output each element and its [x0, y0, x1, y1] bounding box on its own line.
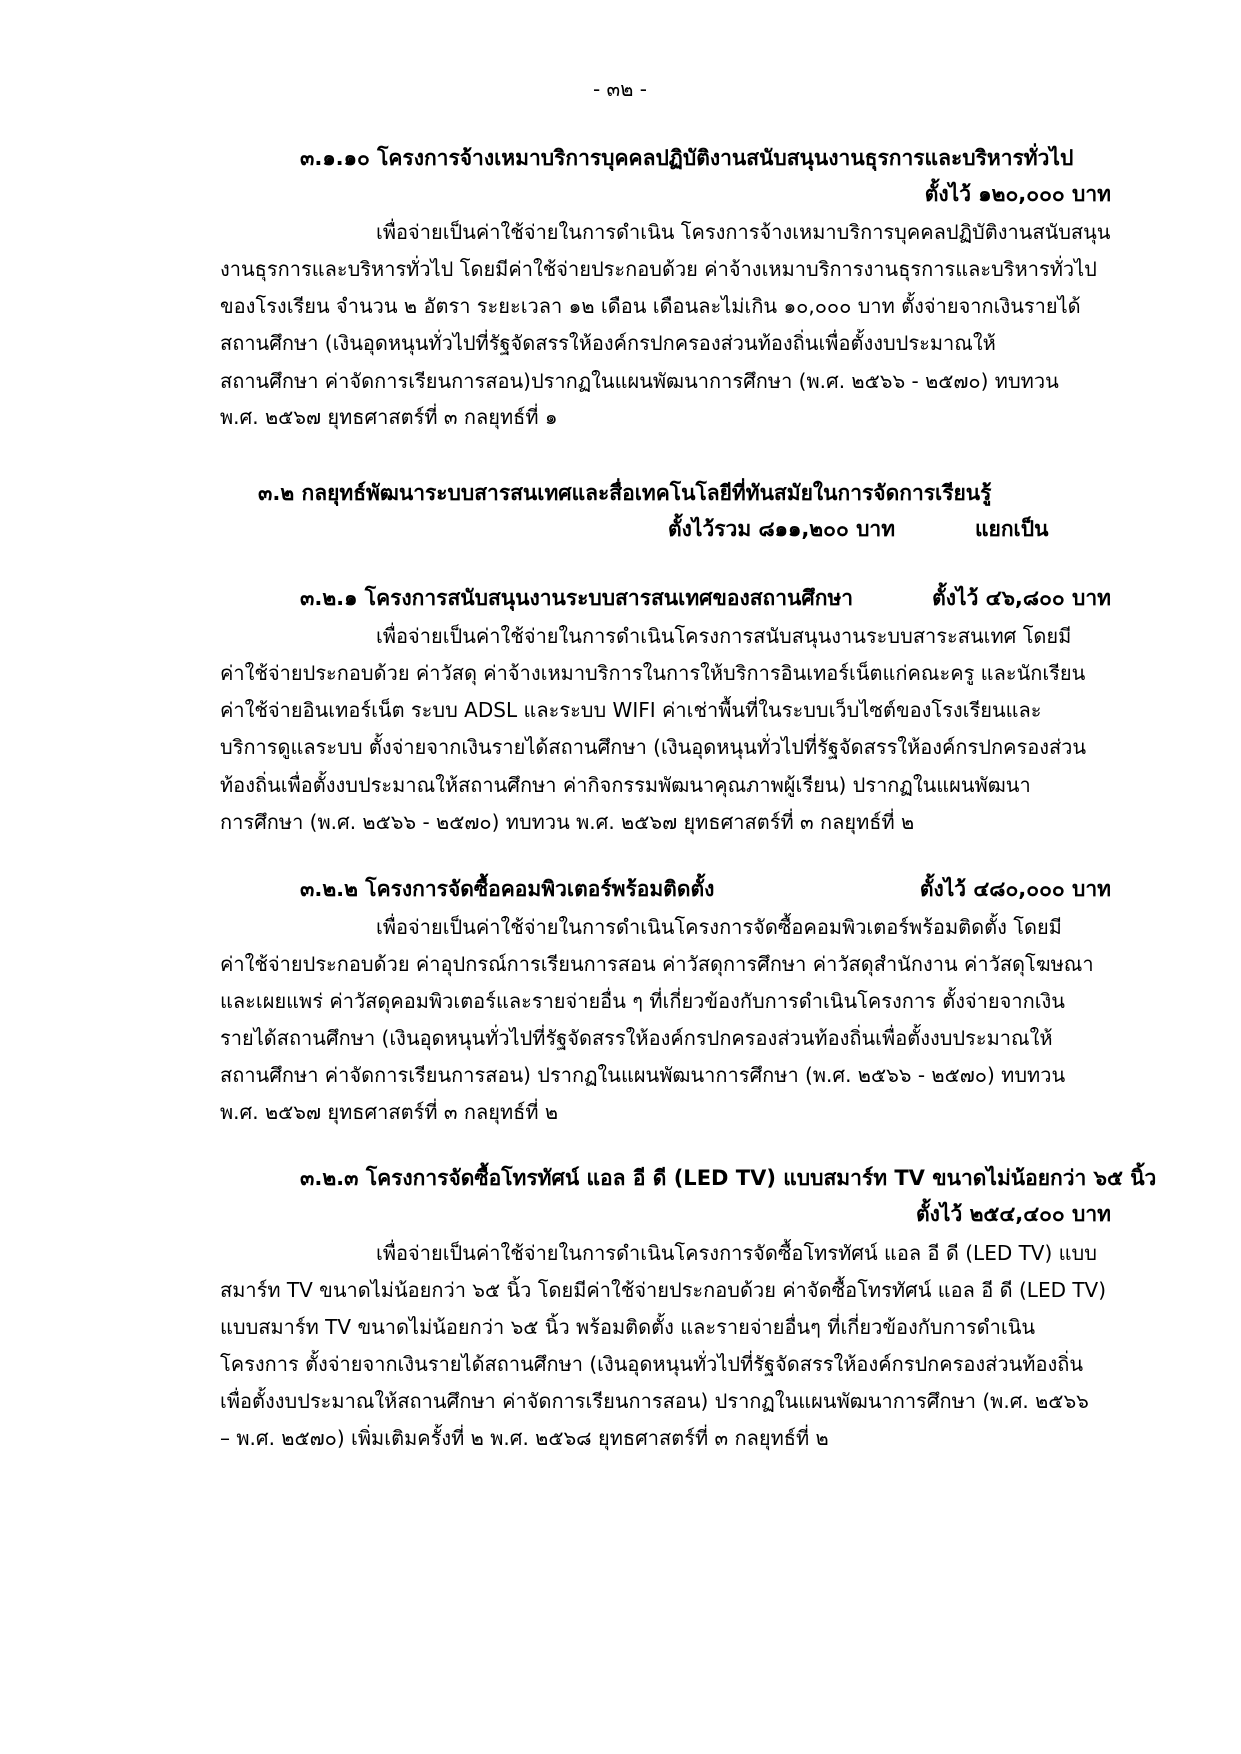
paragraph-line: รายได้สถานศึกษา (เงินอุดหนุนทั่วไปที่รัฐจัดสรรให้องค์กรปกครองส่วนท้องถิ่นเพื่อตั้งงบประมาณให้ — [220, 1026, 1053, 1050]
paragraph-line: งานธุรการและบริหารทั่วไป โดยมีค่าใช้จ่ายประกอบด้วย ค่าจ้างเหมาบริการงานธุรการและบริหารทั่วไป — [220, 257, 1097, 281]
budget-amount: ตั้งไว้รวม ๘๑๑,๒๐๐ บาท — [668, 517, 896, 541]
paragraph-line: เพื่อจ่ายเป็นค่าใช้จ่ายในการดำเนินโครงการจัดซื้อคอมพิวเตอร์พร้อมติดตั้ง โดยมี — [376, 915, 1062, 939]
paragraph-line: โครงการ ตั้งจ่ายจากเงินรายได้สถานศึกษา (เงินอุดหนุนทั่วไปที่รัฐจัดสรรให้องค์กรปกครองส่วนท้องถิ่น — [220, 1352, 1083, 1376]
paragraph-line: สมาร์ท TV ขนาดไม่น้อยกว่า ๖๕ นิ้ว โดยมีค่าใช้จ่ายประกอบด้วย ค่าจัดซื้อโทรทัศน์ แอล อี ดี (LED TV) — [220, 1278, 1107, 1302]
paragraph-line: ค่าใช้จ่ายประกอบด้วย ค่าวัสดุ ค่าจ้างเหมาบริการในการให้บริการอินเทอร์เน็ตแก่คณะครู และนักเรียน — [220, 661, 1086, 685]
paragraph-line: ค่าใช้จ่ายอินเทอร์เน็ต ระบบ ADSL และระบบ WIFI ค่าเช่าพื้นที่ในระบบเว็บไซต์ของโรงเรียนและ — [220, 698, 1042, 722]
page-number: - ๓๒ - — [592, 77, 647, 101]
paragraph-line: – พ.ศ. ๒๕๗๐) เพิ่มเติมครั้งที่ ๒ พ.ศ. ๒๕๖๘ ยุทธศาสตร์ที่ ๓ กลยุทธ์ที่ ๒ — [220, 1426, 829, 1450]
section-heading: ๓.๑.๑๐ โครงการจ้างเหมาบริการบุคคลปฏิบัติงานสนับสนุนงานธุรการและบริหารทั่วไป — [300, 146, 1074, 170]
paragraph-line: พ.ศ. ๒๕๖๗ ยุทธศาสตร์ที่ ๓ กลยุทธ์ที่ ๑ — [220, 405, 558, 429]
budget-amount: ตั้งไว้ ๔๖,๘๐๐ บาท — [932, 586, 1111, 610]
budget-amount: ตั้งไว้ ๒๕๔,๔๐๐ บาท — [916, 1202, 1111, 1226]
paragraph-line: ท้องถิ่นเพื่อตั้งงบประมาณให้สถานศึกษา ค่ากิจกรรมพัฒนาคุณภาพผู้เรียน) ปรากฏในแผนพัฒนา — [220, 773, 1031, 797]
paragraph-line: ของโรงเรียน จำนวน ๒ อัตรา ระยะเวลา ๑๒ เดือน เดือนละไม่เกิน ๑๐,๐๐๐ บาท ตั้งจ่ายจากเงินรายได้ — [220, 294, 1081, 318]
budget-amount: ตั้งไว้ ๔๘๐,๐๐๐ บาท — [919, 877, 1111, 901]
section-heading: ๓.๒.๑ โครงการสนับสนุนงานระบบสารสนเทศของสถานศึกษา — [300, 586, 854, 610]
split-label: แยกเป็น — [975, 517, 1049, 541]
paragraph-line: การศึกษา (พ.ศ. ๒๕๖๖ - ๒๕๗๐) ทบทวน พ.ศ. ๒๕๖๗ ยุทธศาสตร์ที่ ๓ กลยุทธ์ที่ ๒ — [220, 810, 915, 834]
paragraph-line: เพื่อจ่ายเป็นค่าใช้จ่ายในการดำเนินโครงการสนับสนุนงานระบบสาระสนเทศ โดยมี — [376, 624, 1072, 648]
paragraph-line: เพื่อตั้งงบประมาณให้สถานศึกษา ค่าจัดการเรียนการสอน) ปรากฏในแผนพัฒนาการศึกษา (พ.ศ. ๒๕๖๖ — [220, 1389, 1089, 1413]
paragraph-line: พ.ศ. ๒๕๖๗ ยุทธศาสตร์ที่ ๓ กลยุทธ์ที่ ๒ — [220, 1100, 559, 1124]
paragraph-line: สถานศึกษา ค่าจัดการเรียนการสอน)ปรากฏในแผนพัฒนาการศึกษา (พ.ศ. ๒๕๖๖ - ๒๕๗๐) ทบทวน — [220, 369, 1059, 393]
paragraph-line: บริการดูแลระบบ ตั้งจ่ายจากเงินรายได้สถานศึกษา (เงินอุดหนุนทั่วไปที่รัฐจัดสรรให้องค์กรปกครองส่วน — [220, 735, 1087, 759]
paragraph-line: แบบสมาร์ท TV ขนาดไม่น้อยกว่า ๖๕ นิ้ว พร้อมติดตั้ง และรายจ่ายอื่นๆ ที่เกี่ยวข้องกับการดำเนิน — [220, 1315, 1036, 1339]
budget-amount: ตั้งไว้ ๑๒๐,๐๐๐ บาท — [924, 182, 1111, 206]
paragraph-line: ค่าใช้จ่ายประกอบด้วย ค่าอุปกรณ์การเรียนการสอน ค่าวัสดุการศึกษา ค่าวัสดุสำนักงาน ค่าวัสดุโฆษณา — [220, 952, 1094, 976]
paragraph-line: เพื่อจ่ายเป็นค่าใช้จ่ายในการดำเนินโครงการจัดซื้อโทรทัศน์ แอล อี ดี (LED TV) แบบ — [376, 1241, 1097, 1265]
paragraph-line: เพื่อจ่ายเป็นค่าใช้จ่ายในการดำเนิน โครงการจ้างเหมาบริการบุคคลปฏิบัติงานสนับสนุน — [376, 220, 1111, 244]
section-heading: ๓.๒.๒ โครงการจัดซื้อคอมพิวเตอร์พร้อมติดตั้ง — [300, 877, 715, 901]
section-heading: ๓.๒ กลยุทธ์พัฒนาระบบสารสนเทศและสื่อเทคโนโลยีที่ทันสมัยในการจัดการเรียนรู้ — [258, 481, 992, 505]
paragraph-line: และเผยแพร่ ค่าวัสดุคอมพิวเตอร์และรายจ่ายอื่น ๆ ที่เกี่ยวข้องกับการดำเนินโครงการ ตั้งจ่ายจากเงิน — [220, 989, 1065, 1013]
paragraph-line: สถานศึกษา ค่าจัดการเรียนการสอน) ปรากฏในแผนพัฒนาการศึกษา (พ.ศ. ๒๕๖๖ - ๒๕๗๐) ทบทวน — [220, 1063, 1066, 1087]
paragraph-line: สถานศึกษา (เงินอุดหนุนทั่วไปที่รัฐจัดสรรให้องค์กรปกครองส่วนท้องถิ่นเพื่อตั้งงบประมาณให้ — [220, 331, 996, 355]
section-heading: ๓.๒.๓ โครงการจัดซื้อโทรทัศน์ แอล อี ดี (LED TV) แบบสมาร์ท TV ขนาดไม่น้อยกว่า ๖๕ นิ้ว — [300, 1166, 1157, 1190]
